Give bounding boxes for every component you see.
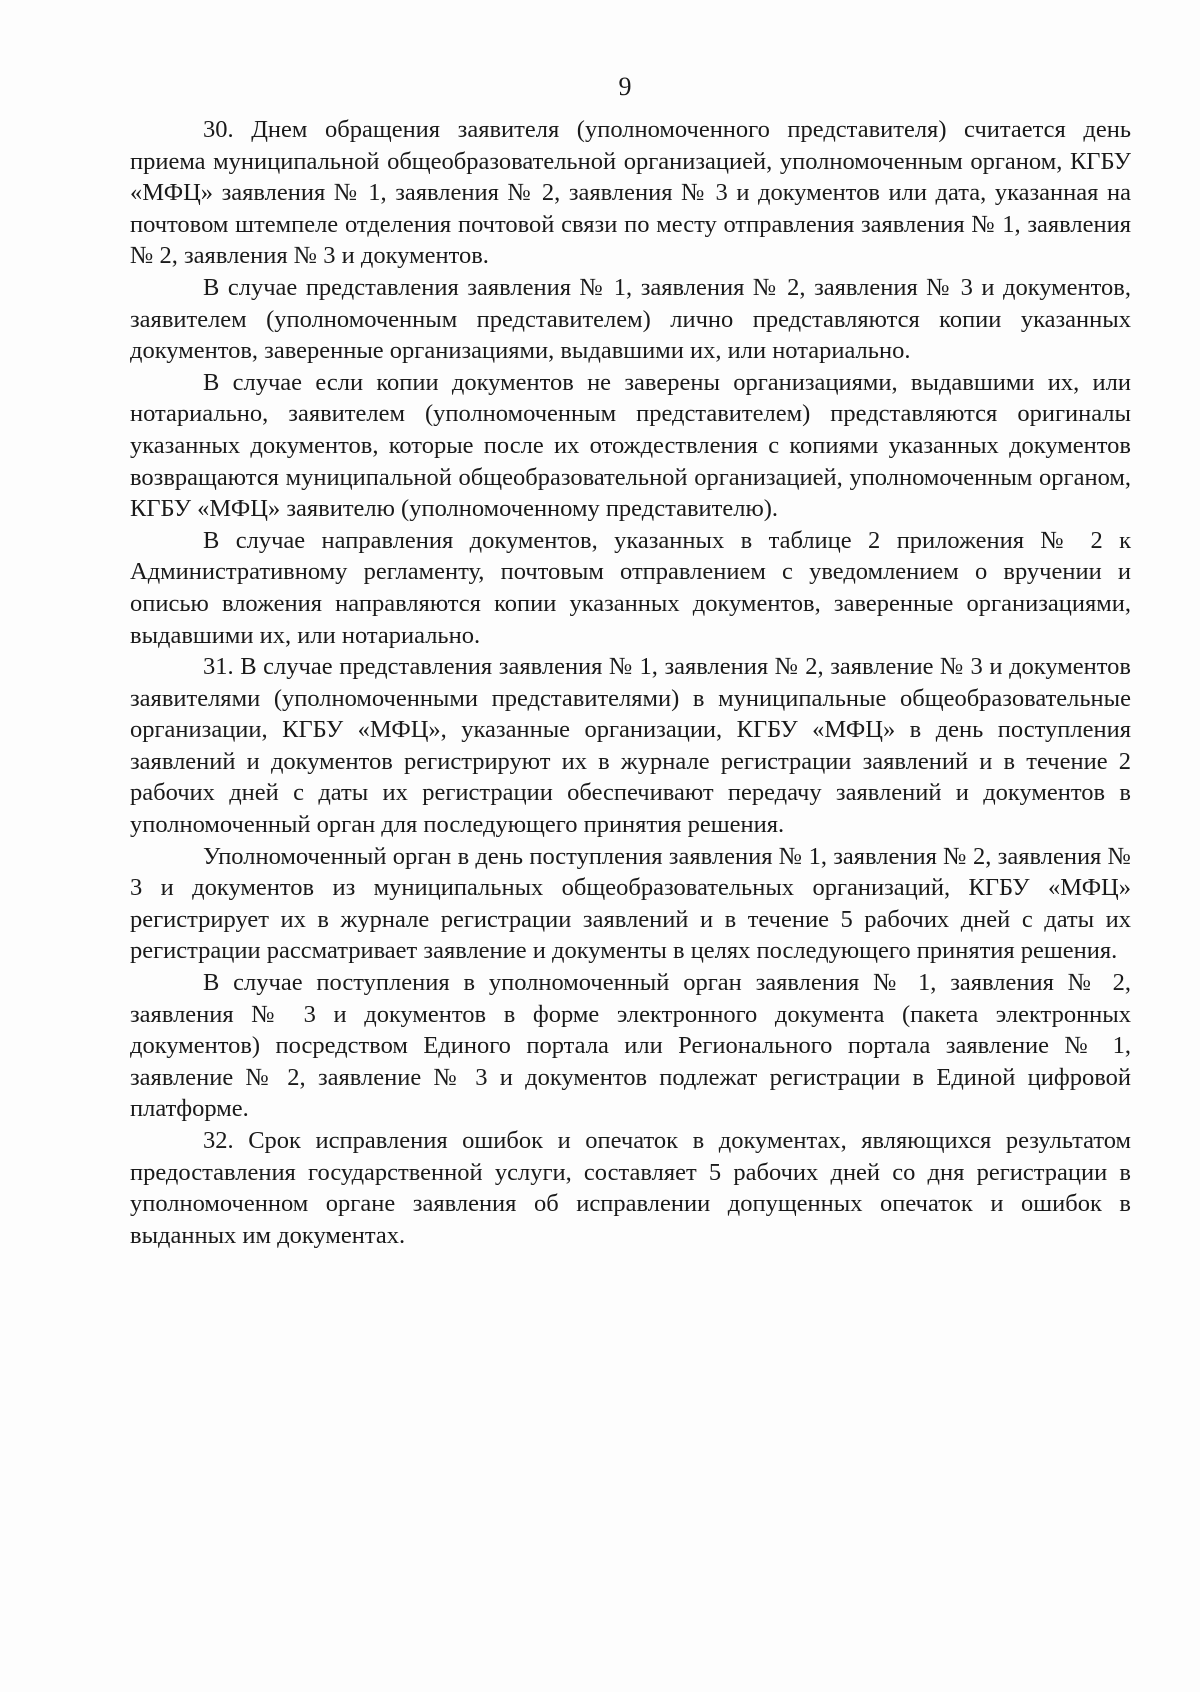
paragraph-31: 31. В случае представления заявления № 1, заявления № 2, заявление № 3 и документов заявителями (уполномоченными представителями) в муниципальные общеобразовательные организации, КГБУ «МФЦ», указанные организации, КГБУ «МФЦ» в день поступления заявлений и документов регистрируют их в журнале регистрации заявлений и в течение 2 рабочих дней с даты их регистрации обеспечивают передачу заявлений и документов в уполномоченный орган для последующего принятия решения. — [130, 653, 1131, 839]
paragraph-32: 32. Срок исправления ошибок и опечаток в документах, являющихся результатом предоставления государственной услуги, составляет 5 рабочих дней со дня регистрации в уполномоченном органе заявления об исправлении допущенных опечаток и ошибок в выданных им документах. — [130, 1127, 1131, 1249]
paragraph-30: 30. Днем обращения заявителя (уполномоченного представителя) считается день приема муниципальной общеобразовательной организацией, уполномоченным органом, КГБУ «МФЦ» заявления № 1, заявления № 2, заявления № 3 и документов или дата, указанная на почтовом штемпеле отделения почтовой связи по месту отправления заявления № 1, заявления № 2, заявления № 3 и документов. — [130, 116, 1131, 270]
paragraph-originals: В случае если копии документов не заверены организациями, выдавшими их, или нотариально, заявителем (уполномоченным представителем) представляются оригиналы указанных документов, которые после их отождествления с копиями указанных документов возвращаются муниципальной общеобразовательной организацией, уполномоченным органом, КГБУ «МФЦ» заявителю (уполномоченному представителю). — [130, 368, 1131, 523]
document-body — [130, 114, 1131, 1251]
paragraph-postal: В случае направления документов, указанных в таблице 2 приложения № 2 к Административному регламенту, почтовым отправлением с уведомлением о вручении и описью вложения направляются копии указанных документов, заверенные организациями, выдавшими их, или нотариально. — [130, 526, 1131, 649]
page-number: 9 — [618, 72, 632, 101]
paragraph-personal-submission: В случае представления заявления № 1, заявления № 2, заявления № 3 и документов, заявителем (уполномоченным представителем) лично представляются копии указанных документов, заверенные организациями, выдавшими их, или нотариально. — [130, 273, 1131, 365]
paragraph-electronic: В случае поступления в уполномоченный орган заявления № 1, заявления № 2, заявления № 3 и документов в форме электронного документа (пакета электронных документов) посредством Единого портала или Регионального портала заявление № 1, заявление № 2, заявление № 3 и документов подлежат регистрации в Единой цифровой платформе. — [130, 969, 1131, 1123]
paragraph-authority-registration: Уполномоченный орган в день поступления заявления № 1, заявления № 2, заявления № 3 и документов из муниципальных общеобразовательных организаций, КГБУ «МФЦ» регистрирует их в журнале регистрации заявлений и в течение 5 рабочих дней с даты их регистрации рассматривает заявление и документы в целях последующего принятия решения. — [130, 842, 1131, 965]
